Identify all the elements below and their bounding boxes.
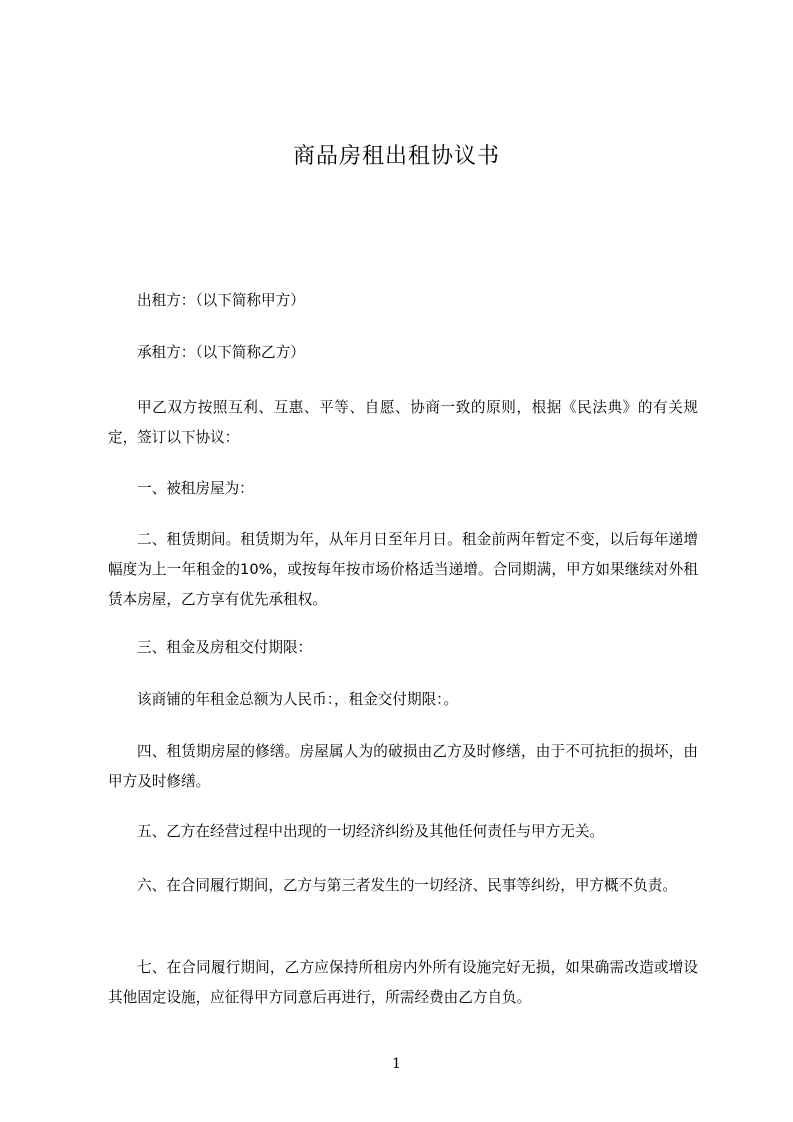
page-number: 1 [392, 1056, 401, 1072]
paragraph-clause-5: 五、乙方在经营过程中出现的一切经济纠纷及其他任何责任与甲方无关。 [137, 823, 605, 840]
paragraph-lessor: 出租方：（以下简称甲方） [137, 292, 305, 309]
paragraph-clause-4: 四、租赁期房屋的修缮。房屋属人为的破损由乙方及时修缮，由于不可抗拒的损坏，由甲方及时修缮。 [108, 743, 698, 790]
paragraph-preamble: 甲乙双方按照互利、互惠、平等、自愿、协商一致的原则，根据《民法典》的有关规定，签订以下协议： [108, 399, 698, 446]
paragraph-clause-7: 七、在合同履行期间，乙方应保持所租房内外所有设施完好无损，如果确需改造或增设其他固定设施，应征得甲方同意后再进行，所需经费由乙方自负。 [108, 959, 698, 1006]
paragraph-rent-amount: 该商铺的年租金总额为人民币：，租金交付期限：。 [137, 691, 459, 708]
paragraph-clause-2: 二、租赁期间。租赁期为年，从年月日至年月日。租金前两年暂定不变，以后每年递增幅度为上一年租金的10%，或按每年按市场价格适当递增。合同期满，甲方如果继续对外租赁本房屋，乙方享有优先承租权。 [108, 531, 698, 608]
paragraph-clause-6: 六、在合同履行期间，乙方与第三者发生的一切经济、民事等纠纷，甲方概不负责。 [137, 877, 677, 894]
document-title: 商品房租出租协议书 [292, 144, 500, 169]
paragraph-clause-3: 三、租金及房租交付期限： [137, 639, 313, 656]
paragraph-clause-1: 一、被租房屋为： [137, 480, 254, 497]
paragraph-lessee: 承租方：（以下简称乙方） [137, 344, 305, 361]
